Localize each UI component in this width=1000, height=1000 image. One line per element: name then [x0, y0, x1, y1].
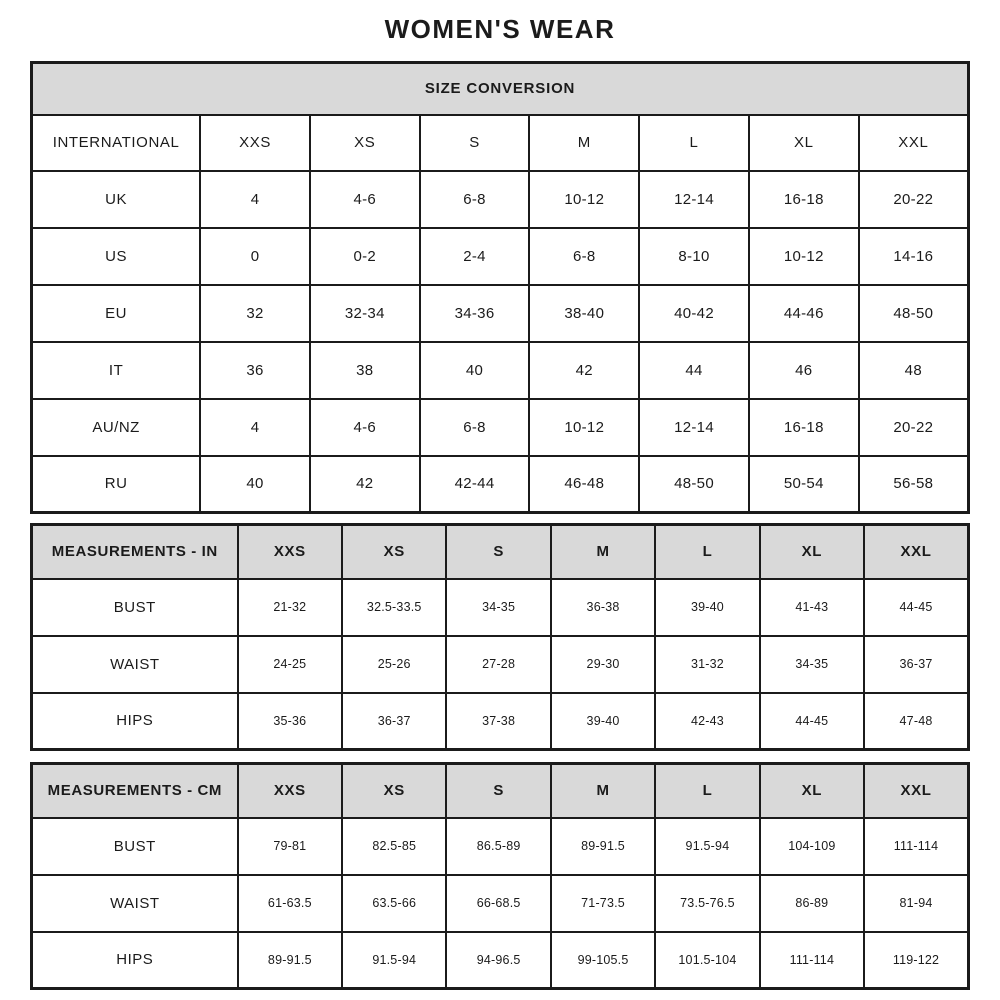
value-cell: 44	[639, 342, 749, 399]
value-cell: 35-36	[238, 693, 342, 750]
value-cell: 34-36	[420, 285, 530, 342]
value-cell: 38	[310, 342, 420, 399]
value-cell: 119-122	[864, 932, 968, 989]
table-row	[32, 636, 969, 693]
value-cell: 39-40	[551, 693, 655, 750]
value-cell: 47-48	[864, 693, 968, 750]
value-cell: 56-58	[859, 456, 969, 513]
size-column-header: S	[446, 764, 550, 818]
measurements-in-table	[30, 523, 970, 751]
value-cell: 34-35	[446, 579, 550, 636]
value-cell: 42	[310, 456, 420, 513]
table-row	[32, 171, 969, 228]
table-row	[32, 399, 969, 456]
value-cell: 4-6	[310, 399, 420, 456]
value-cell: 27-28	[446, 636, 550, 693]
column-header-row	[32, 115, 969, 171]
value-cell: 111-114	[864, 818, 968, 875]
value-cell: 111-114	[760, 932, 864, 989]
value-cell: 6-8	[529, 228, 639, 285]
row-label: IT	[32, 342, 201, 399]
size-column-header: L	[639, 115, 749, 171]
value-cell: 21-32	[238, 579, 342, 636]
row-label: UK	[32, 171, 201, 228]
size-conversion-banner: SIZE CONVERSION	[32, 63, 969, 115]
value-cell: 44-45	[760, 693, 864, 750]
table-row	[32, 285, 969, 342]
table-label-header: MEASUREMENTS - CM	[32, 764, 238, 818]
value-cell: 73.5-76.5	[655, 875, 759, 932]
value-cell: 6-8	[420, 171, 530, 228]
row-label: WAIST	[32, 636, 238, 693]
size-column-header: XS	[342, 525, 446, 579]
row-label: AU/NZ	[32, 399, 201, 456]
value-cell: 40	[420, 342, 530, 399]
size-column-header: XS	[310, 115, 420, 171]
row-label: BUST	[32, 818, 238, 875]
value-cell: 36-37	[342, 693, 446, 750]
value-cell: 61-63.5	[238, 875, 342, 932]
value-cell: 29-30	[551, 636, 655, 693]
value-cell: 32.5-33.5	[342, 579, 446, 636]
value-cell: 0-2	[310, 228, 420, 285]
size-column-header: XXS	[200, 115, 310, 171]
table-row	[32, 693, 969, 750]
value-cell: 38-40	[529, 285, 639, 342]
table-label-header: INTERNATIONAL	[32, 115, 201, 171]
table-row	[32, 875, 969, 932]
value-cell: 25-26	[342, 636, 446, 693]
value-cell: 44-46	[749, 285, 859, 342]
size-conversion-banner-row	[32, 63, 969, 115]
row-label: BUST	[32, 579, 238, 636]
value-cell: 94-96.5	[446, 932, 550, 989]
value-cell: 0	[200, 228, 310, 285]
value-cell: 20-22	[859, 171, 969, 228]
table-label-header: MEASUREMENTS - IN	[32, 525, 238, 579]
value-cell: 48	[859, 342, 969, 399]
page-title: WOMEN'S WEAR	[384, 14, 616, 44]
table-row	[32, 579, 969, 636]
value-cell: 4-6	[310, 171, 420, 228]
size-column-header: L	[655, 764, 759, 818]
size-column-header: M	[551, 525, 655, 579]
value-cell: 31-32	[655, 636, 759, 693]
row-label: WAIST	[32, 875, 238, 932]
value-cell: 37-38	[446, 693, 550, 750]
value-cell: 79-81	[238, 818, 342, 875]
value-cell: 16-18	[749, 399, 859, 456]
size-column-header: XL	[749, 115, 859, 171]
size-column-header: S	[420, 115, 530, 171]
value-cell: 42-44	[420, 456, 530, 513]
value-cell: 24-25	[238, 636, 342, 693]
value-cell: 66-68.5	[446, 875, 550, 932]
size-column-header: L	[655, 525, 759, 579]
value-cell: 32-34	[310, 285, 420, 342]
size-column-header: XL	[760, 764, 864, 818]
size-column-header: XXL	[864, 764, 968, 818]
column-header-row	[32, 764, 969, 818]
value-cell: 36-37	[864, 636, 968, 693]
size-column-header: XXL	[864, 525, 968, 579]
value-cell: 10-12	[529, 171, 639, 228]
value-cell: 16-18	[749, 171, 859, 228]
value-cell: 39-40	[655, 579, 759, 636]
value-cell: 40	[200, 456, 310, 513]
table-row	[32, 228, 969, 285]
table-row	[32, 342, 969, 399]
value-cell: 6-8	[420, 399, 530, 456]
value-cell: 4	[200, 171, 310, 228]
value-cell: 50-54	[749, 456, 859, 513]
column-header-row	[32, 525, 969, 579]
size-conversion-table	[30, 61, 970, 514]
size-column-header: XS	[342, 764, 446, 818]
size-column-header: XXS	[238, 525, 342, 579]
value-cell: 99-105.5	[551, 932, 655, 989]
value-cell: 48-50	[639, 456, 749, 513]
value-cell: 36	[200, 342, 310, 399]
size-column-header: S	[446, 525, 550, 579]
value-cell: 81-94	[864, 875, 968, 932]
value-cell: 2-4	[420, 228, 530, 285]
value-cell: 46	[749, 342, 859, 399]
value-cell: 8-10	[639, 228, 749, 285]
value-cell: 86-89	[760, 875, 864, 932]
value-cell: 41-43	[760, 579, 864, 636]
value-cell: 89-91.5	[238, 932, 342, 989]
value-cell: 46-48	[529, 456, 639, 513]
row-label: HIPS	[32, 693, 238, 750]
value-cell: 101.5-104	[655, 932, 759, 989]
size-column-header: M	[529, 115, 639, 171]
value-cell: 71-73.5	[551, 875, 655, 932]
table-row	[32, 456, 969, 513]
value-cell: 40-42	[639, 285, 749, 342]
row-label: RU	[32, 456, 201, 513]
value-cell: 12-14	[639, 171, 749, 228]
size-column-header: XXS	[238, 764, 342, 818]
value-cell: 42-43	[655, 693, 759, 750]
value-cell: 104-109	[760, 818, 864, 875]
row-label: EU	[32, 285, 201, 342]
value-cell: 10-12	[749, 228, 859, 285]
table-row	[32, 818, 969, 875]
value-cell: 89-91.5	[551, 818, 655, 875]
value-cell: 12-14	[639, 399, 749, 456]
value-cell: 4	[200, 399, 310, 456]
row-label: HIPS	[32, 932, 238, 989]
value-cell: 32	[200, 285, 310, 342]
value-cell: 44-45	[864, 579, 968, 636]
value-cell: 36-38	[551, 579, 655, 636]
value-cell: 86.5-89	[446, 818, 550, 875]
size-column-header: M	[551, 764, 655, 818]
value-cell: 91.5-94	[655, 818, 759, 875]
value-cell: 82.5-85	[342, 818, 446, 875]
value-cell: 63.5-66	[342, 875, 446, 932]
measurements-cm-table	[30, 762, 970, 990]
value-cell: 20-22	[859, 399, 969, 456]
table-row	[32, 932, 969, 989]
size-column-header: XXL	[859, 115, 969, 171]
value-cell: 14-16	[859, 228, 969, 285]
value-cell: 34-35	[760, 636, 864, 693]
row-label: US	[32, 228, 201, 285]
value-cell: 42	[529, 342, 639, 399]
value-cell: 91.5-94	[342, 932, 446, 989]
value-cell: 48-50	[859, 285, 969, 342]
size-column-header: XL	[760, 525, 864, 579]
value-cell: 10-12	[529, 399, 639, 456]
